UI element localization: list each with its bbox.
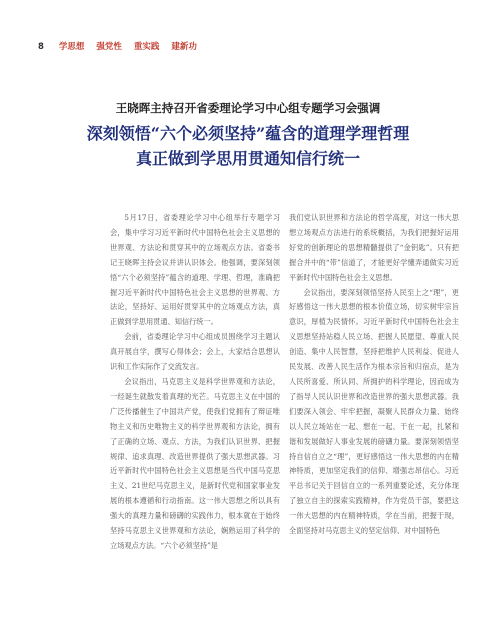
right-paragraph-2: 会议指出，要深刻领悟坚持人民至上之“理”，更好感悟这一伟大思想的根本价值立场，切实树牢宗旨意识，厚植为民情怀。习近平新时代中国特色社会主义思想坚持站稳人民立场、把握人民愿望、尊重人民创造、集中人民智慧，坚持把维护人民利益、促进人民发展、改善人民生活作为根本宗旨和归宿点，是为人民所喜爱、所认同、所拥护的科学理论，因而成为了指导人民认识世界和改造世界的强大思想武器。我们要深入领会、牢牢把握，凝聚人民群众力量、始终以人民立场站在一起、想在一起、干在一起，扎紧和谐和发展做好人事业发展的磅礴力量。要深刻领悟坚持自信自立之“理”，更好感悟这一伟大思想的内在精神特质，更加坚定我们的信仰、增强志昂信心。习近平总书记关于回信自立的一系列重要论述，充分体现了独立自主的探索实践精神，作为党员干部，要把这一伟大思想的内在精神特质，学在当前，把握于现，全面坚持对马克思主义的坚定信仰、对中国特色 <box>289 287 459 536</box>
header-slogan-2: 强党性 <box>96 42 122 52</box>
article-left-column <box>110 211 280 554</box>
page-header <box>38 40 206 52</box>
page-number: 8 <box>38 42 44 52</box>
header-slogan-1: 学思想 <box>58 42 85 52</box>
left-paragraph-3: 会议指出，马克思主义是科学世界观和方法论，一经诞生就散发着真理的光芒。马克思主义在中国的广泛传播催生了中国共产党，使我们党拥有了辩证唯物主义和历史唯物主义的科学世界观和方法论，拥有了正确的立场、观点、方法，为我们认识世界、把握规律、追求真理、改造世界提供了强大思想武器。习近平新时代中国特色社会主义思想是当代中国马克思主义、21世纪马克思主义，是新时代党和国家事业发展的根本遵循和行动指南。这一伟大思想之所以具有强大的真理力量和磅礴的实践伟力，根本就在于始终坚持马克思主义世界观和方法论，娴熟运用了科学的立场观点方法。“六个必须坚持”是 <box>110 376 280 550</box>
article-title-line-1: 深刻领悟“六个必须坚持”蕴含的道理学理哲理 <box>86 124 410 143</box>
article-title-line-2: 真正做到学思用贯通知信行统一 <box>135 149 360 168</box>
article-subtitle: 王晓晖主持召开省委理论学习中心组专题学习会强调 <box>115 101 381 115</box>
right-paragraph-1: 我们党认识世界和方法论的哲学高度，对这一伟大思想立场观点方法进行的系统概括，为我们把握好运用好党的创新理论的思想精髓提供了“金钥匙”。只有把握合并中的“带”信道了，才能更好学懂弄通做实习近平新时代中国特色社会主义思想。 <box>289 213 459 282</box>
left-paragraph-1: 5月17日，省委理论学习中心组举行专题学习会，集中学习习近平新时代中国特色社会主义思想的世界观、方法论和贯穿其中的立场观点方法。省委书记王晓晖主持会议并讲认识体会。他强调，要深刻领悟“六个必须坚持”蕴含的道理、学理、哲理，准确把握习近平新时代中国特色社会主义思想的世界观、方法论，坚持好、运用好贯穿其中的立场观点方法，真正做到学思用贯通、知信行统一。 <box>110 213 280 327</box>
header-slogan-4: 建新功 <box>171 42 197 52</box>
left-paragraph-2: 会前，省委理论学习中心组成员围绕学习主题认真开展自学，撰写心得体会；会上，大家结合思想认识和工作实际作了交流发言。 <box>110 332 280 372</box>
header-slogan-3: 重实践 <box>133 42 160 52</box>
article-right-column <box>289 211 459 539</box>
